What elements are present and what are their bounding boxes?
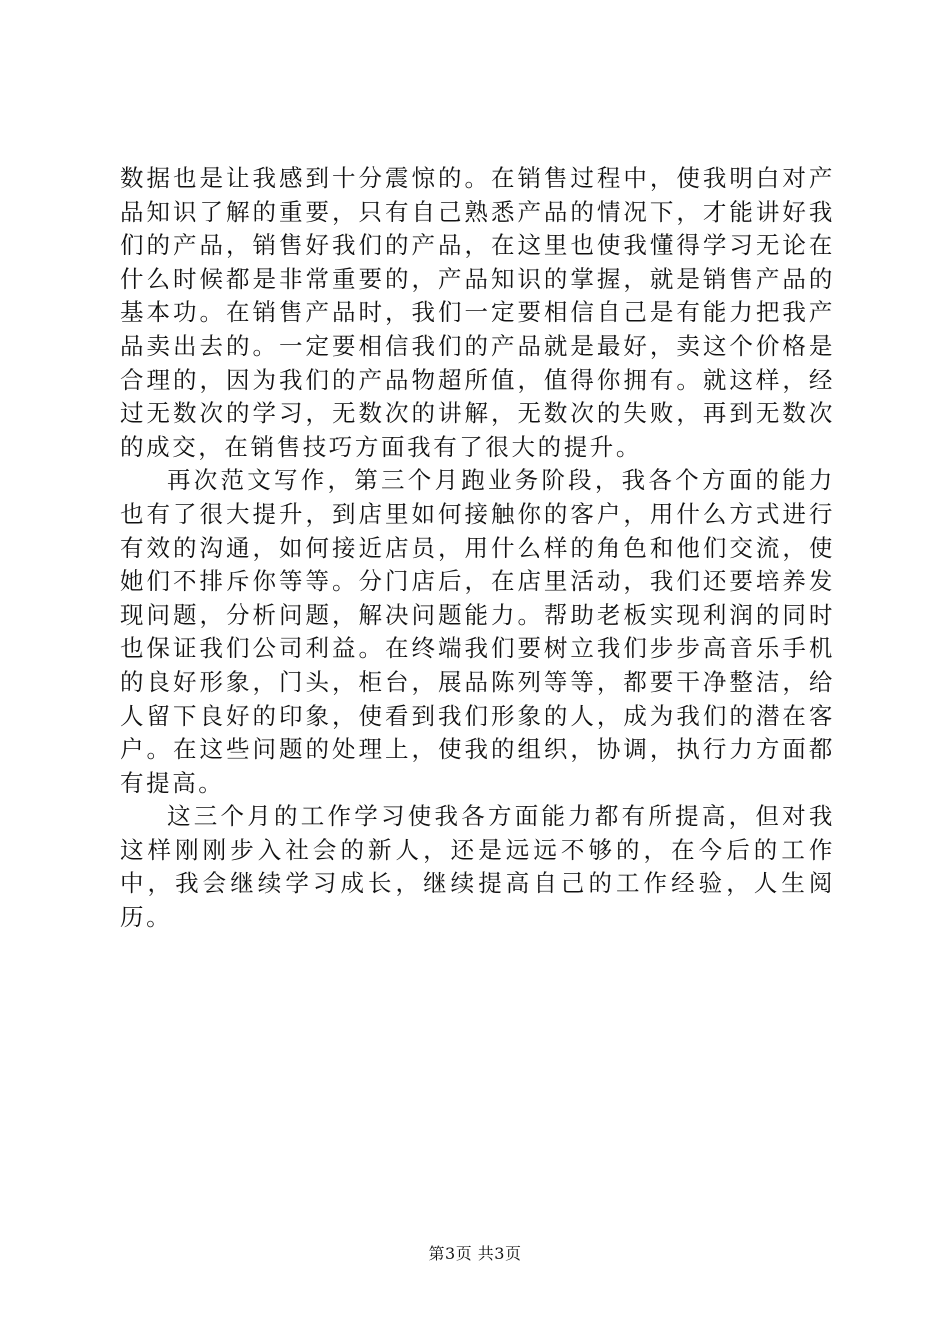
document-body: [120, 162, 835, 935]
paragraph-business-stage: 再次范文写作，第三个月跑业务阶段，我各个方面的能力也有了很大提升，到店里如何接触你的客户，用什么方式进行有效的沟通，如何接近店员，用什么样的角色和他们交流，使她们不排斥你等等。分门店后，在店里活动，我们还要培养发现问题，分析问题，解决问题能力。帮助老板实现利润的同时也保证我们公司利益。在终端我们要树立我们步步高音乐手机的良好形象，门头，柜台，展品陈列等等，都要干净整洁，给人留下良好的印象，使看到我们形象的人，成为我们的潜在客户。在这些问题的处理上，使我的组织，协调，执行力方面都有提高。: [120, 466, 835, 797]
paragraph-conclusion: 这三个月的工作学习使我各方面能力都有所提高，但对我这样刚刚步入社会的新人，还是远远不够的，在今后的工作中，我会继续学习成长，继续提高自己的工作经验，人生阅历。: [120, 802, 835, 932]
page-number-footer: 第3页 共3页: [428, 1244, 522, 1263]
paragraph-sales-skills: 数据也是让我感到十分震惊的。在销售过程中，使我明白对产品知识了解的重要，只有自己熟悉产品的情况下，才能讲好我们的产品，销售好我们的产品，在这里也使我懂得学习无论在什么时候都是非常重要的，产品知识的掌握，就是销售产品的基本功。在销售产品时，我们一定要相信自己是有能力把我产品卖出去的。一定要相信我们的产品就是最好，卖这个价格是合理的，因为我们的产品物超所值，值得你拥有。就这样，经过无数次的学习，无数次的讲解，无数次的失败，再到无数次的成交，在销售技巧方面我有了很大的提升。: [120, 164, 835, 461]
